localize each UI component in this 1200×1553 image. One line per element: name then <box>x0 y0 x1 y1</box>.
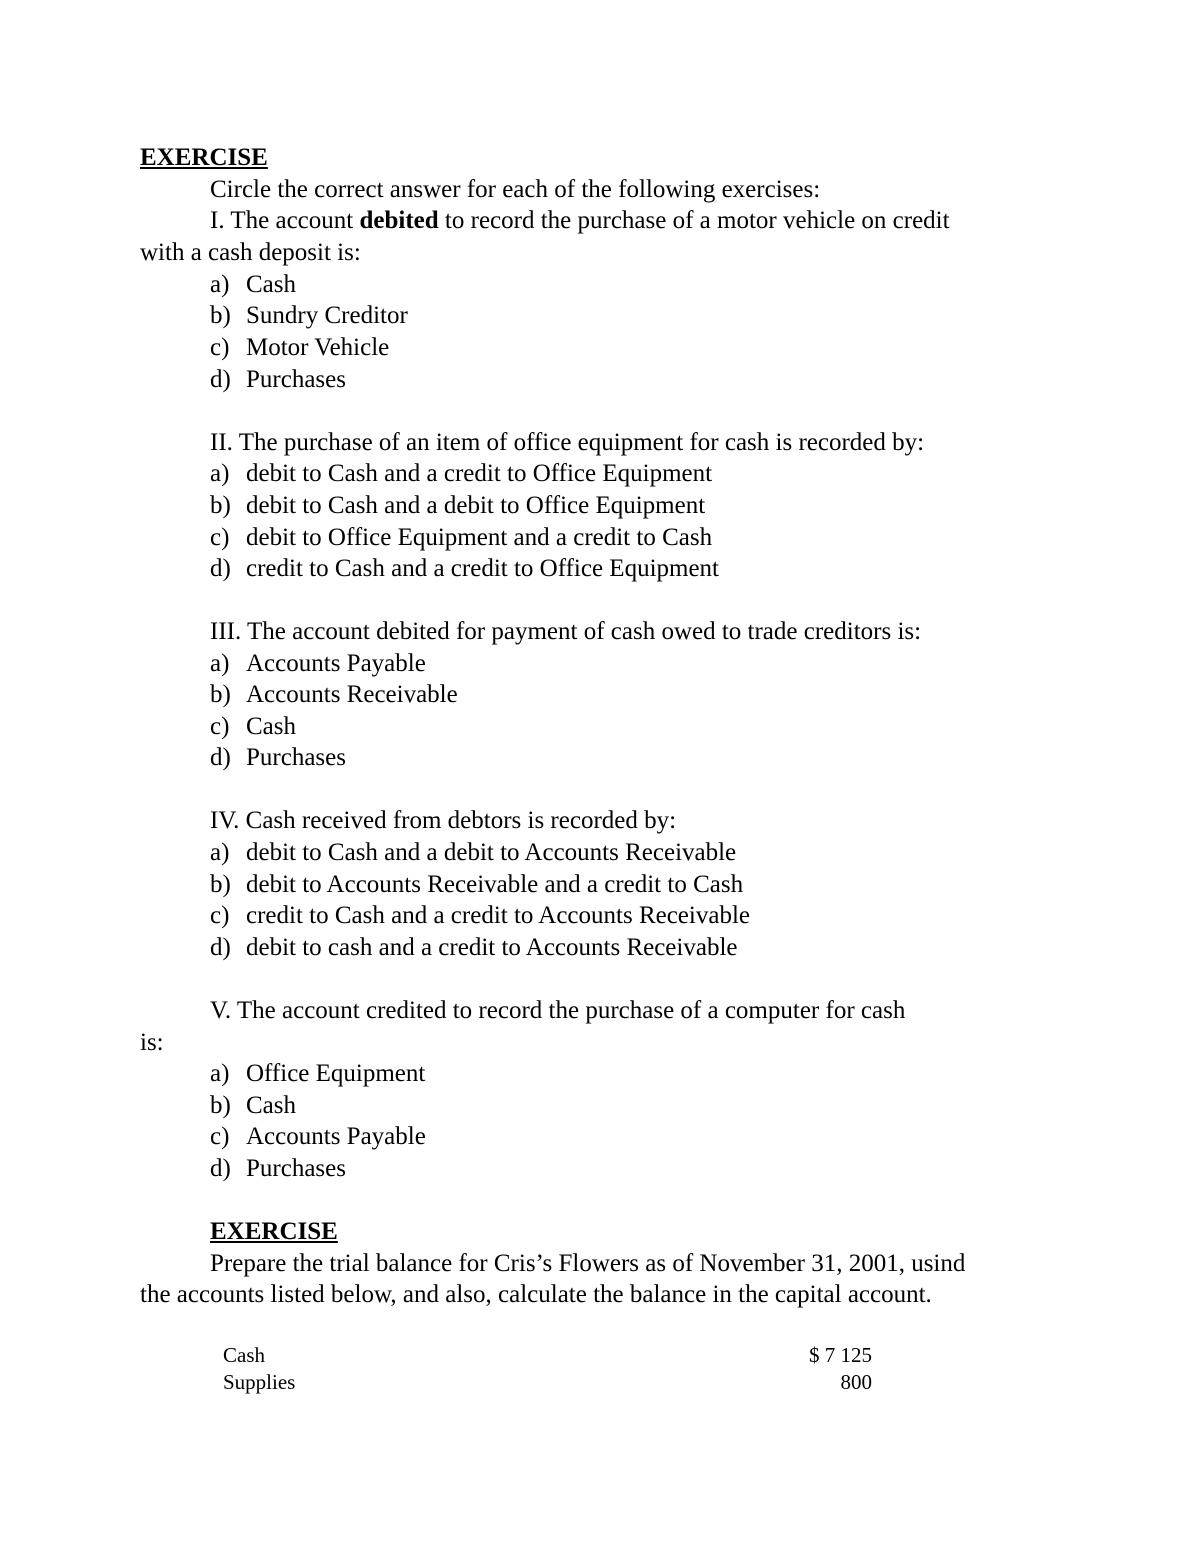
exercise-heading-1: EXERCISE <box>140 144 268 171</box>
q2-option-d-letter: d) <box>210 555 231 582</box>
q2-option-c-letter: c) <box>210 524 230 551</box>
q3-option-c-letter: c) <box>210 713 230 740</box>
q4-option-c-letter: c) <box>210 902 230 929</box>
q2-option-d: credit to Cash and a credit to Office Equipment <box>246 555 719 582</box>
exercise-heading-2: EXERCISE <box>210 1218 338 1245</box>
q2-option-b-letter: b) <box>210 492 231 519</box>
account-amount-supplies: 800 <box>840 1370 872 1394</box>
q4-option-d-letter: d) <box>210 934 231 961</box>
q1-option-b-letter: b) <box>210 302 231 329</box>
q1-option-c: Motor Vehicle <box>246 334 390 361</box>
q1-option-d-letter: d) <box>210 366 231 393</box>
q5-option-b: Cash <box>246 1092 296 1119</box>
q4-option-b: debit to Accounts Receivable and a credit to Cash <box>246 871 744 898</box>
q3-option-c: Cash <box>246 713 296 740</box>
q3-option-d: Purchases <box>246 744 346 771</box>
q5-option-c-letter: c) <box>210 1123 230 1150</box>
account-amount-cash: $ 7 125 <box>809 1343 872 1367</box>
q4-option-b-letter: b) <box>210 871 231 898</box>
question-1 <box>210 206 950 236</box>
q1-option-a: Cash <box>246 271 296 298</box>
q4-option-a: debit to Cash and a debit to Accounts Receivable <box>246 839 737 866</box>
q1-option-a-letter: a) <box>210 271 230 298</box>
q2-option-b: debit to Cash and a debit to Office Equipment <box>246 492 706 519</box>
q3-option-b-letter: b) <box>210 681 231 708</box>
trial-balance-instruction-line-2: the accounts listed below, and also, calculate the balance in the capital account. <box>140 1281 932 1308</box>
question-2: II. The purchase of an item of office equipment for cash is recorded by: <box>210 429 925 456</box>
q5-option-a: Office Equipment <box>246 1060 426 1087</box>
q5-option-a-letter: a) <box>210 1060 230 1087</box>
instruction-text: Circle the correct answer for each of the following exercises: <box>210 176 821 203</box>
q3-option-d-letter: d) <box>210 744 231 771</box>
q5-option-d-letter: d) <box>210 1155 231 1182</box>
question-3: III. The account debited for payment of cash owed to trade creditors is: <box>210 618 922 645</box>
q2-option-a-letter: a) <box>210 460 230 487</box>
q3-option-a-letter: a) <box>210 650 230 677</box>
q4-option-a-letter: a) <box>210 839 230 866</box>
q4-option-c: credit to Cash and a credit to Accounts Receivable <box>246 902 750 929</box>
q5-option-b-letter: b) <box>210 1092 231 1119</box>
q2-option-c: debit to Office Equipment and a credit to Cash <box>246 524 713 551</box>
account-name-cash: Cash <box>223 1343 265 1367</box>
q1-option-b: Sundry Creditor <box>246 302 408 329</box>
q3-option-a: Accounts Payable <box>246 650 426 677</box>
account-name-supplies: Supplies <box>223 1370 296 1394</box>
question-5: V. The account credited to record the purchase of a computer for cash <box>210 997 906 1024</box>
question-1-continuation: with a cash deposit is: <box>140 239 361 266</box>
q3-option-b: Accounts Receivable <box>246 681 458 708</box>
q1-option-c-letter: c) <box>210 334 230 361</box>
question-1-prefix: I. The account <box>210 207 360 234</box>
question-4: IV. Cash received from debtors is recorded by: <box>210 807 677 834</box>
q4-option-d: debit to cash and a credit to Accounts Receivable <box>246 934 738 961</box>
q2-option-a: debit to Cash and a credit to Office Equipment <box>246 460 713 487</box>
question-1-bold-word: debited <box>359 207 439 234</box>
q5-option-c: Accounts Payable <box>246 1123 426 1150</box>
trial-balance-instruction-line-1: Prepare the trial balance for Cris’s Flowers as of November 31, 2001, usind <box>210 1250 966 1277</box>
q5-option-d: Purchases <box>246 1155 346 1182</box>
question-1-suffix: to record the purchase of a motor vehicle on credit <box>438 207 950 234</box>
question-5-continuation: is: <box>140 1029 164 1056</box>
q1-option-d: Purchases <box>246 366 346 393</box>
